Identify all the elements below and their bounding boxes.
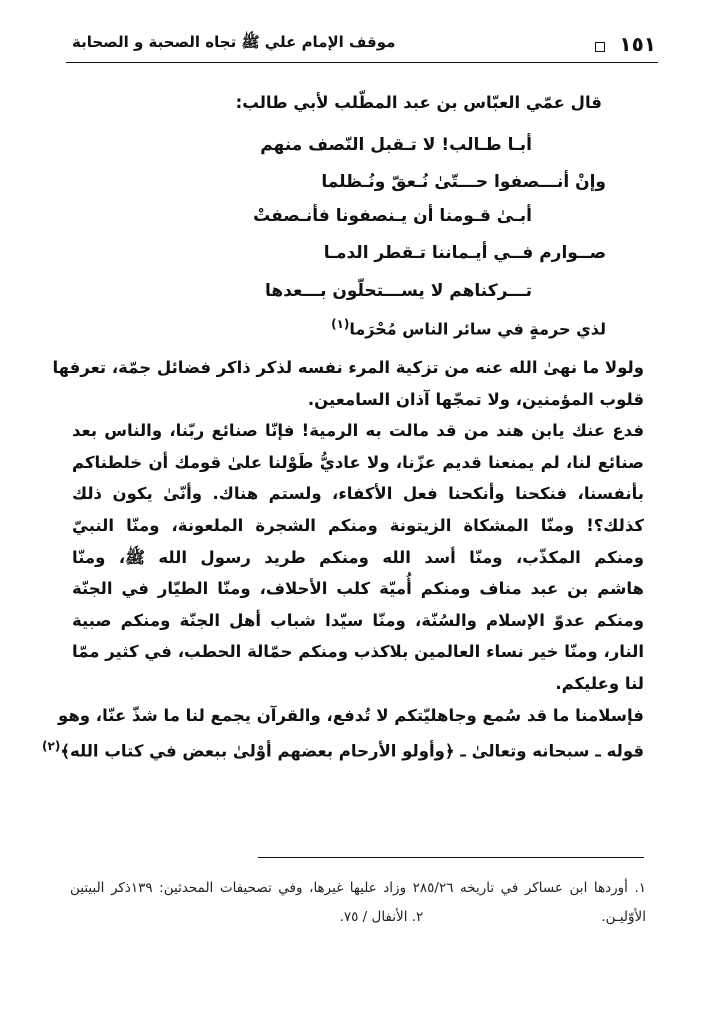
prose-line: بأنفسنا، فنكحنا وأنكحنا فعل الأكفاء، ولستم هناك. وأنّیٰ يكون ذلك (72, 484, 644, 504)
header-rule (66, 62, 658, 63)
prose-line: ولولا ما نهیٰ الله عنه من تزكية المرء نفسه لذكر ذاكر فضائل جمّة، تعرفها (52, 358, 644, 377)
poem-verse-6: لذي حرمةٍ في سائر الناس مُحْرَما$^{(١)}$ (331, 317, 606, 339)
footnote-marker-1: (١) (331, 317, 350, 331)
poem-verse-5: تـــركناهم لا يســـتحلّون بـــعدها (265, 281, 532, 301)
footnote-2: ٢. الأنفال / ٧٥. (339, 909, 424, 925)
running-header (72, 28, 656, 60)
prose-line-with-footnote: قوله ـ سبحانه وتعالیٰ ـ ﴿وأولو الأرحام بعضهم أوْلیٰ ببعض في كتاب الله﴾$^{(٢)}$ (42, 739, 644, 761)
prose-line: كذلك؟! ومنّا المشكاة الزيتونة ومنكم الشجرة الملعونة، ومنّا النبيّ (72, 515, 644, 535)
page-number: ١٥١ (619, 32, 656, 56)
page-number-group (581, 32, 656, 56)
poem-verse-1: أبـا طـالب! لا تـقبل النّصف منهم (260, 135, 532, 155)
prose-line: قلوب المؤمنين، ولا تمجّها آذان السامعين. (307, 389, 644, 409)
poem-verse-2: وإنْ أنـــصفوا حـــتّیٰ نُـعقّ ونُـظلما (321, 172, 606, 192)
square-ornament-icon (595, 42, 605, 52)
prose-line: فإسلامنا ما قد سُمع وجاهليّتكم لا تُدفع، والقرآن يجمع لنا ما شذّ عنّا، وهو (58, 705, 644, 725)
poem-verse-3: أبـیٰ قـومنا أن یـنصفونا فأنـصفتْ (253, 206, 532, 226)
prose-line: هاشم بن عبد مناف ومنكم أُميّة كلب الأحلاف، ومنّا الطيّار في الجنّة (72, 579, 644, 599)
footnote-marker-2: (٢) (42, 739, 61, 754)
prose-body (42, 352, 644, 763)
prose-line: ومنكم المكذّب، ومنّا أسد الله ومنكم طريد رسول الله ﷺ، ومنّا (72, 547, 644, 567)
poem-verse-4: صــوارم فــي أيـماننا تـقطر الدمـا (323, 243, 606, 263)
footnotes (70, 874, 646, 932)
footnote-rule (258, 857, 644, 858)
prose-line: صنائع لنا، لم يمنعنا قديم عزّنا، ولا عاديُّ طَوْلنا علیٰ قومك أن خلطناكم (72, 452, 644, 472)
running-title: موقف الإمام علي ﷺ تجاه الصحبة و الصحابة (72, 33, 396, 51)
prose-line: ومنكم عدوّ الإسلام والسُنّة، ومنّا سيّدا شباب أهل الجنّة ومنكم صبية (72, 610, 644, 630)
intro-line: قال عمّي العبّاس بن عبد المطّلب لأبي طالب: (235, 93, 602, 112)
prose-line: لنا وعليكم. (555, 673, 644, 693)
footnote-1-cont: الأوّليـن.٢. الأنفال / ٧٥. (339, 909, 646, 925)
prose-line: النار، ومنّا خير نساء العالمين بلاكذب ومنكم حمّالة الحطب، في كثير ممّا (72, 642, 644, 662)
prose-line: فدع عنك يابن هند من قد مالت به الرمية! فإنّا صنائع ربّنا، والناس بعد (72, 421, 644, 441)
footnote-1: ١. أوردها ابن عساكر في تاريخه ٢٨٥/٢٦ وزاد عليها غيرها، وفي تصحيفات المحدثين: ١٣٩ذكر البيتين (70, 880, 647, 896)
